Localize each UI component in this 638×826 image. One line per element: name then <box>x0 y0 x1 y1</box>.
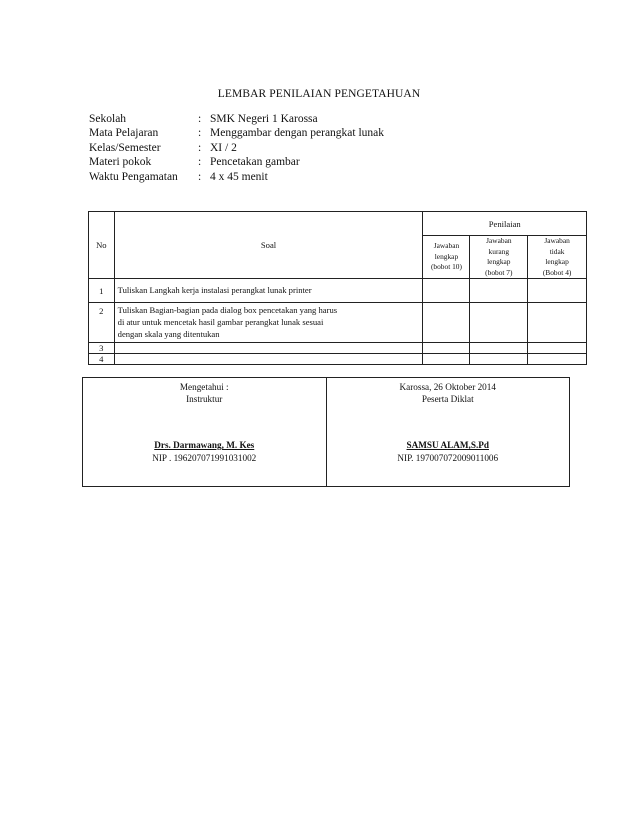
header-line: (bobot 7) <box>485 267 513 277</box>
page-title: LEMBAR PENILAIAN PENGETAHUAN <box>217 88 421 100</box>
info-label: Materi pokok <box>89 156 152 169</box>
score-cell[interactable] <box>423 279 470 303</box>
assessment-table <box>88 211 587 365</box>
header-penilaian: Penilaian <box>423 212 587 236</box>
header-line: Jawaban <box>433 241 460 251</box>
info-block <box>89 112 384 184</box>
info-row-waktu-pengamatan <box>89 170 384 184</box>
info-colon: : <box>198 170 202 183</box>
header-line: lengkap <box>487 257 511 267</box>
signature-name: Drs. Darmawang, M. Kes <box>154 440 255 450</box>
row-no: 2 <box>89 303 115 343</box>
header-line: lengkap <box>434 251 459 261</box>
header-soal: Soal <box>114 212 423 279</box>
signature-box <box>82 377 570 487</box>
header-jawaban-tidak-lengkap <box>528 236 587 279</box>
table-header-row <box>89 212 587 236</box>
signature-role: Peserta Diklat <box>421 394 474 404</box>
soal-line: dengan skala yang ditentukan <box>117 328 220 339</box>
header-jawaban-lengkap <box>423 236 470 279</box>
info-colon: : <box>198 141 202 154</box>
table-row <box>89 279 587 303</box>
table-row <box>89 354 587 365</box>
signature-right <box>326 378 570 486</box>
soal-line: Tuliskan Bagian-bagian pada dialog box pencetakan yang harus <box>117 305 338 316</box>
header-line: Jawaban <box>486 236 512 245</box>
row-no: 3 <box>89 343 115 354</box>
score-cell[interactable] <box>470 354 528 365</box>
signature-nip: NIP. 197007072009011006 <box>397 453 499 463</box>
table-row <box>89 343 587 354</box>
header-line: kurang <box>488 246 510 256</box>
score-cell[interactable] <box>470 303 528 343</box>
info-row-mata-pelajaran <box>89 126 384 140</box>
signature-nip: NIP . 196207071991031002 <box>152 453 257 463</box>
info-colon: : <box>198 127 202 140</box>
score-cell[interactable] <box>423 303 470 343</box>
score-cell[interactable] <box>423 343 470 354</box>
score-cell[interactable] <box>528 303 587 343</box>
row-no: 4 <box>89 354 115 365</box>
score-cell[interactable] <box>528 354 587 365</box>
info-row-sekolah <box>89 112 384 126</box>
header-line: tidak <box>549 246 565 256</box>
row-soal <box>114 279 423 303</box>
signature-role: Instruktur <box>186 394 223 404</box>
table-row <box>89 303 587 343</box>
header-line: lengkap <box>545 257 569 267</box>
signature-name: SAMSU ALAM,S.Pd <box>406 440 489 450</box>
info-value: Pencetakan gambar <box>210 156 300 169</box>
signature-heading: Mengetahui : <box>179 382 229 392</box>
header-line: Jawaban <box>544 236 570 245</box>
info-colon: : <box>198 156 202 169</box>
info-value: XI / 2 <box>210 141 237 154</box>
row-no: 1 <box>89 279 115 303</box>
signature-place-date: Karossa, 26 Oktober 2014 <box>399 382 496 392</box>
info-row-kelas-semester <box>89 141 384 155</box>
header-jawaban-kurang-lengkap <box>470 236 528 279</box>
row-soal <box>114 343 423 354</box>
info-colon: : <box>198 113 202 125</box>
info-label: Kelas/Semester <box>89 141 161 154</box>
info-value: 4 x 45 menit <box>210 170 268 183</box>
soal-line: di atur untuk mencetak hasil gambar perangkat lunak sesuai <box>117 316 324 327</box>
score-cell[interactable] <box>470 279 528 303</box>
score-cell[interactable] <box>528 343 587 354</box>
soal-line: Tuliskan Langkah kerja instalasi perangkat lunak printer <box>117 285 312 296</box>
row-soal <box>114 354 423 365</box>
header-line: (Bobot 4) <box>542 267 572 277</box>
score-cell[interactable] <box>423 354 470 365</box>
row-soal <box>114 303 423 343</box>
score-cell[interactable] <box>528 279 587 303</box>
info-row-materi-pokok <box>89 155 384 169</box>
info-value: SMK Negeri 1 Karossa <box>210 113 318 125</box>
info-label: Sekolah <box>89 113 127 125</box>
info-value: Menggambar dengan perangkat lunak <box>210 127 385 140</box>
header-no: No <box>89 212 115 279</box>
signature-left <box>83 378 326 486</box>
score-cell[interactable] <box>470 343 528 354</box>
info-label: Waktu Pengamatan <box>89 170 178 183</box>
header-line: (bobot 10) <box>430 262 462 272</box>
info-label: Mata Pelajaran <box>89 127 159 140</box>
